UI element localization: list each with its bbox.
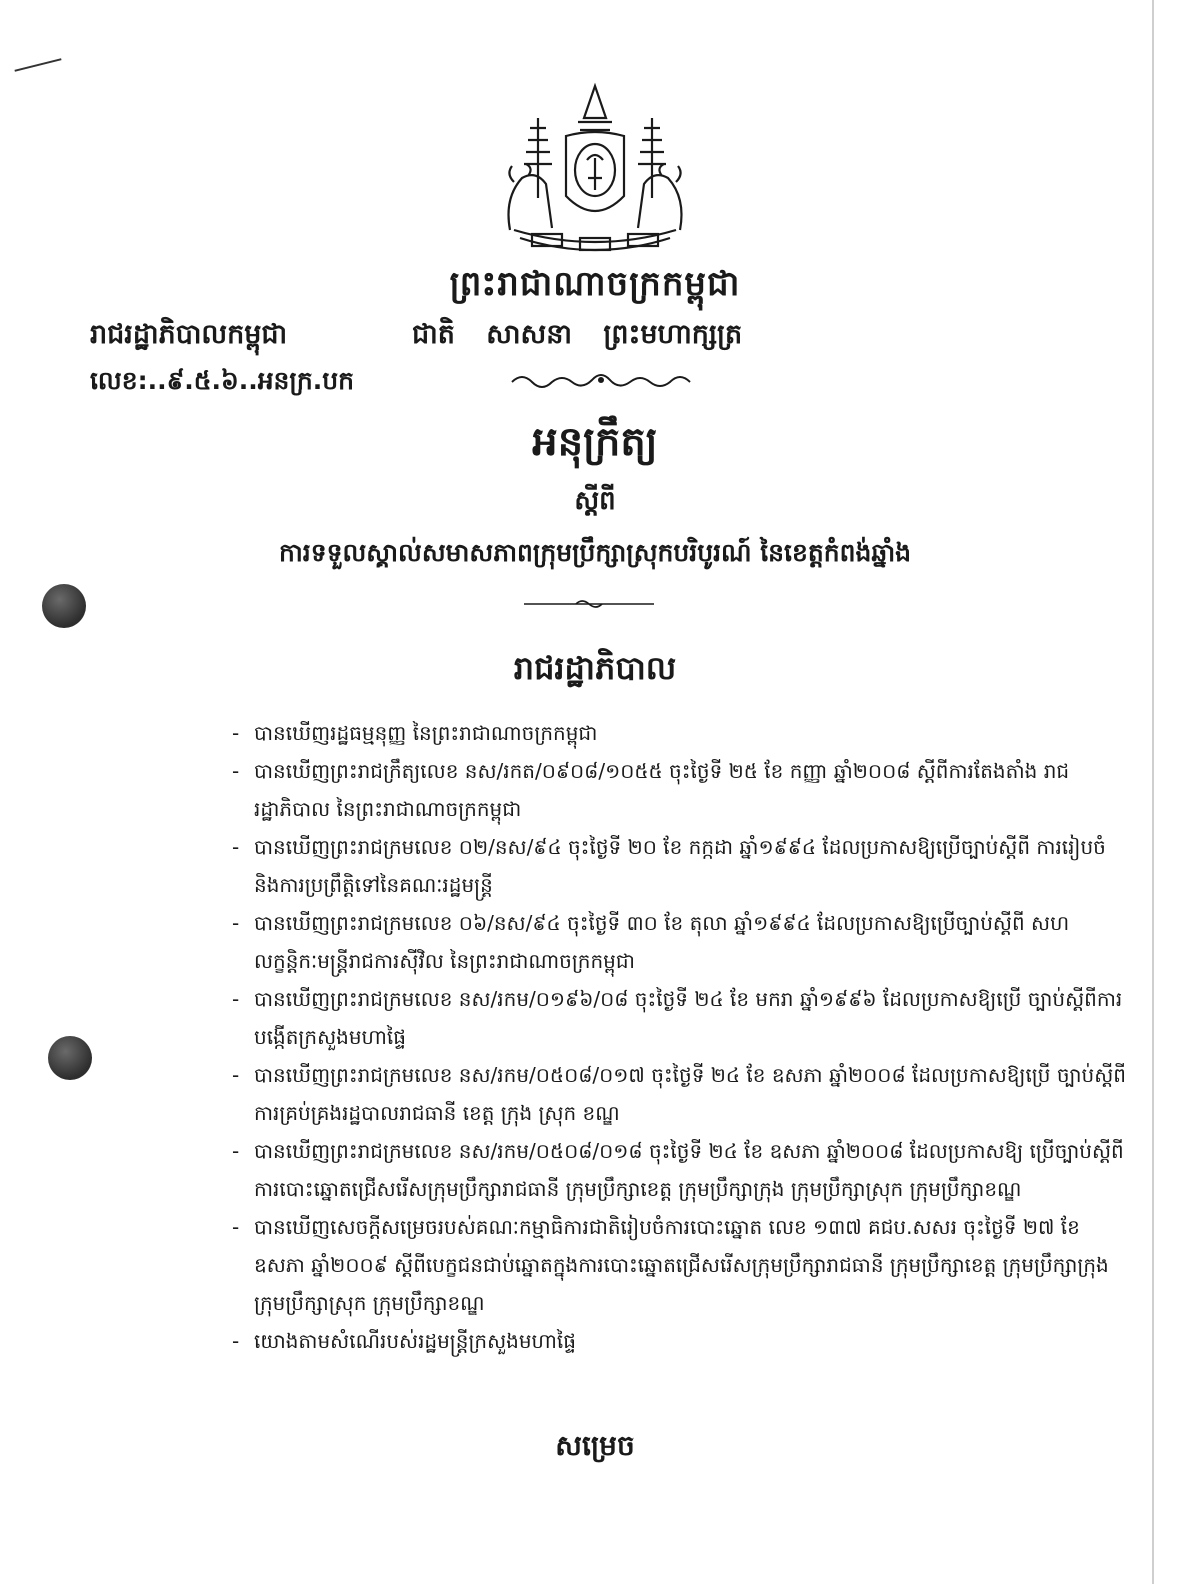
preamble-list [230, 714, 1130, 1360]
kingdom-heading: ព្រះរាជាណាចក្រកម្ពុជា [449, 264, 741, 304]
national-motto: ជាតិ សាសនា ព្រះមហាក្សត្រ [412, 319, 743, 350]
ministry-name: រាជរដ្ឋាភិបាលកម្ពុជា [90, 319, 288, 350]
issuer-heading: រាជរដ្ឋាភិបាល [513, 649, 677, 687]
preamble-item: - បានឃើញសេចក្តីសម្រេចរបស់គណៈកម្មាធិការជាតិរៀបចំការបោះឆ្នោត លេខ ១៣៧ គជប.សសរ ចុះថ្ងៃទី ២៧ ខែ ឧសភា ឆ្នាំ២០០៩ ស្តីពីបេក្ខជនជាប់ឆ្នោតក្នុងការបោះឆ្នោតជ្រើសរើសក្រុមប្រឹក្សារាជធានី ក្រុមប្រឹក្សាខេត្ត ក្រុមប្រឹក្សាក្រុង ក្រុមប្រឹក្សាស្រុក ក្រុមប្រឹក្សាខណ្ឌ [230, 1208, 1130, 1322]
scan-edge [1152, 0, 1154, 1584]
preamble-item: - បានឃើញព្រះរាជក្រមលេខ នស/រកម/០៥០៨/០១៨ ចុះថ្ងៃទី ២៤ ខែ ឧសភា ឆ្នាំ២០០៨ ដែលប្រកាសឱ្យ ប្រើច្បាប់ស្តីពីការបោះឆ្នោតជ្រើសរើសក្រុមប្រឹក្សារាជធានី ក្រុមប្រឹក្សាខេត្ត ក្រុមប្រឹក្សាក្រុង ក្រុមប្រឹក្សាស្រុក ក្រុមប្រឹក្សាខណ្ឌ [230, 1132, 1130, 1208]
preamble-item: - យោងតាមសំណើរបស់រដ្ឋមន្ត្រីក្រសួងមហាផ្ទៃ [230, 1322, 1130, 1360]
royal-emblem-icon [492, 78, 698, 256]
decision-heading: សម្រេច [555, 1429, 635, 1462]
pen-mark [14, 58, 61, 72]
preamble-item: - បានឃើញរដ្ឋធម្មនុញ្ញ នៃព្រះរាជាណាចក្រកម្ពុជា [230, 714, 1130, 752]
section-divider [524, 598, 654, 610]
decorative-flourish-icon [508, 368, 694, 392]
preamble-item: - បានឃើញព្រះរាជក្រមលេខ នស/រកម/០៥០៨/០១៧ ចុះថ្ងៃទី ២៤ ខែ ឧសភា ឆ្នាំ២០០៨ ដែលប្រកាសឱ្យប្រើ ច្បាប់ស្តីពីការគ្រប់គ្រងរដ្ឋបាលរាជធានី ខេត្ត ក្រុង ស្រុក ខណ្ឌ [230, 1056, 1130, 1132]
punch-hole-top [42, 584, 86, 628]
preamble-item: - បានឃើញព្រះរាជក្រឹត្យលេខ នស/រកត/០៩០៨/១០៥៥ ចុះថ្ងៃទី ២៥ ខែ កញ្ញា ឆ្នាំ២០០៨ ស្តីពីការតែងតាំង រាជរដ្ឋាភិបាល នៃព្រះរាជាណាចក្រកម្ពុជា [230, 752, 1130, 828]
preamble-item: - បានឃើញព្រះរាជក្រមលេខ ០៦/នស/៩៤ ចុះថ្ងៃទី ៣០ ខែ តុលា ឆ្នាំ១៩៩៤ ដែលប្រកាសឱ្យប្រើច្បាប់ស្តីពី សហលក្ខន្តិកៈមន្ត្រីរាជការស៊ីវិល នៃព្រះរាជាណាចក្រកម្ពុជា [230, 904, 1130, 980]
preamble-item: - បានឃើញព្រះរាជក្រមលេខ ០២/នស/៩៤ ចុះថ្ងៃទី ២០ ខែ កក្កដា ឆ្នាំ១៩៩៤ ដែលប្រកាសឱ្យប្រើច្បាប់ស្តីពី ការរៀបចំ និងការប្រព្រឹត្តិទៅនៃគណៈរដ្ឋមន្ត្រី [230, 828, 1130, 904]
concerning-label: ស្តីពី [574, 486, 616, 516]
preamble-item: - បានឃើញព្រះរាជក្រមលេខ នស/រកម/០១៩៦/០៨ ចុះថ្ងៃទី ២៤ ខែ មករា ឆ្នាំ១៩៩៦ ដែលប្រកាសឱ្យប្រើ ច្បាប់ស្តីពីការបង្កើតក្រសួងមហាផ្ទៃ [230, 980, 1130, 1056]
document-subject: ការទទួលស្គាល់សមាសភាពក្រុមប្រឹក្សាស្រុកបរិបូរណ៍ នៃខេត្តកំពង់ឆ្នាំង [279, 538, 911, 567]
punch-hole-bottom [48, 1036, 92, 1080]
document-type-title: អនុក្រឹត្យ [532, 419, 658, 465]
document-number: លេខ:..៩.៥.៦..អនក្រ.បក [90, 366, 354, 395]
